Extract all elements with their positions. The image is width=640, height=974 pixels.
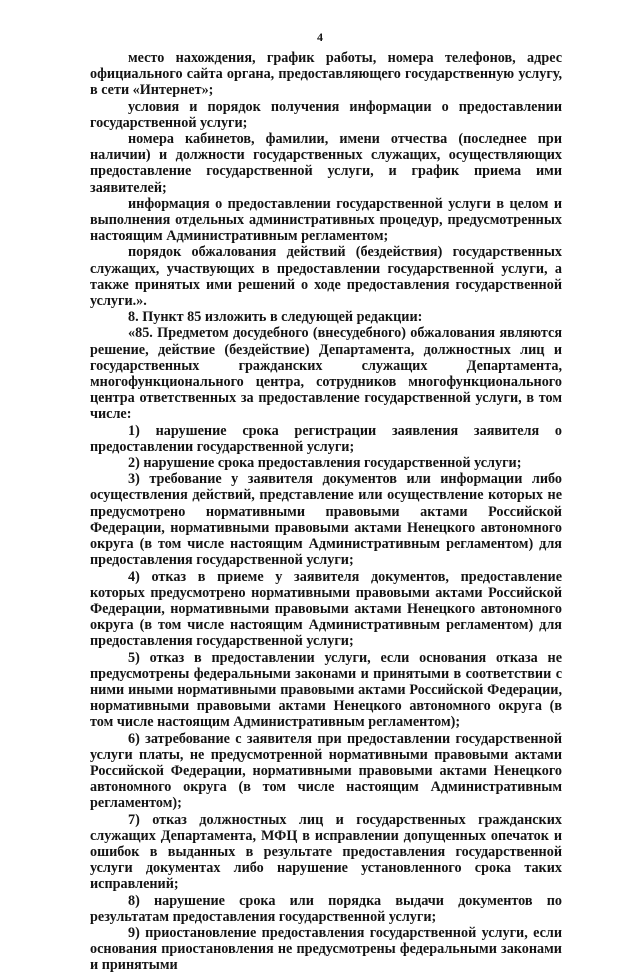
paragraph: информация о предоставлении государственной услуги в целом и выполнения отдельных административных процедур, предусмотренных настоящим Административным регламентом; [90, 195, 562, 245]
paragraph: «85. Предметом досудебного (внесудебного) обжалования являются решение, действие (бездействие) Департамента, должностных лиц и государственных гражданских служащих Департамента, многофункционального центра, сотрудников многофункционального центра ответственных за предоставление государственной услуги, в том числе: [90, 325, 562, 423]
paragraph: 8) нарушение срока или порядка выдачи документов по результатам предоставления государственной услуги; [90, 892, 562, 925]
paragraph: номера кабинетов, фамилии, имени отчества (последнее при наличии) и должности государственных служащих, осуществляющих предоставление государственной услуги, и график приема ими заявителей; [90, 131, 562, 196]
paragraph: 1) нарушение срока регистрации заявления заявителя о предоставлении государственной услуги; [90, 422, 562, 455]
paragraph: 2) нарушение срока предоставления государственной услуги; [128, 455, 522, 472]
page-number: 4 [317, 30, 323, 44]
paragraph: порядок обжалования действий (бездействия) государственных служащих, участвующих в предоставлении государственной услуги, а также принятых ими решений о ходе предоставления государственной услуги.». [90, 244, 562, 310]
paragraph: 5) отказ в предоставлении услуги, если основания отказа не предусмотрены федеральными законами и принятыми в соответствии с ними иными нормативными правовыми актами Российской Федерации, нормативными правовыми актами Ненецкого автономного округа (в том числе настоящим Административным регламентом); [90, 649, 562, 731]
paragraph: 6) затребование с заявителя при предоставлении государственной услуги платы, не предусмотренной нормативными правовыми актами Российской Федерации, нормативными правовыми актами Ненецкого автономного округа (в том числе настоящим Административным регламентом); [90, 730, 562, 812]
paragraph: 3) требование у заявителя документов или информации либо осуществления действий, представление или осуществление которых не предусмотрено нормативными правовыми актами Российской Федерации, нормативными правовыми актами Ненецкого автономного округа (в том числе настоящим Административным регламентом) для предоставления государственной услуги; [90, 471, 562, 569]
paragraph: 4) отказ в приеме у заявителя документов, предоставление которых предусмотрено нормативными правовыми актами Российской Федерации, нормативными правовыми актами Ненецкого автономного округа (в том числе настоящим Административным регламентом) для предоставления государственной услуги; [90, 568, 562, 650]
document-body [90, 50, 562, 974]
paragraph: условия и порядок получения информации о предоставлении государственной услуги; [90, 98, 562, 131]
paragraph: 9) приостановление предоставления государственной услуги, если основания приостановления не предусмотрены федеральными законами и принятыми [90, 924, 562, 974]
paragraph: место нахождения, график работы, номера телефонов, адрес официального сайта органа, предоставляющего государственную услугу, в сети «Интернет»; [90, 50, 562, 99]
paragraph: 8. Пункт 85 изложить в следующей редакции: [128, 309, 423, 326]
paragraph: 7) отказ должностных лиц и государственных гражданских служащих Департамента, МФЦ в исправлении допущенных опечаток и ошибок в выданных в результате предоставления государственной услуги документах либо нарушение установленного срока таких исправлений; [90, 811, 562, 893]
